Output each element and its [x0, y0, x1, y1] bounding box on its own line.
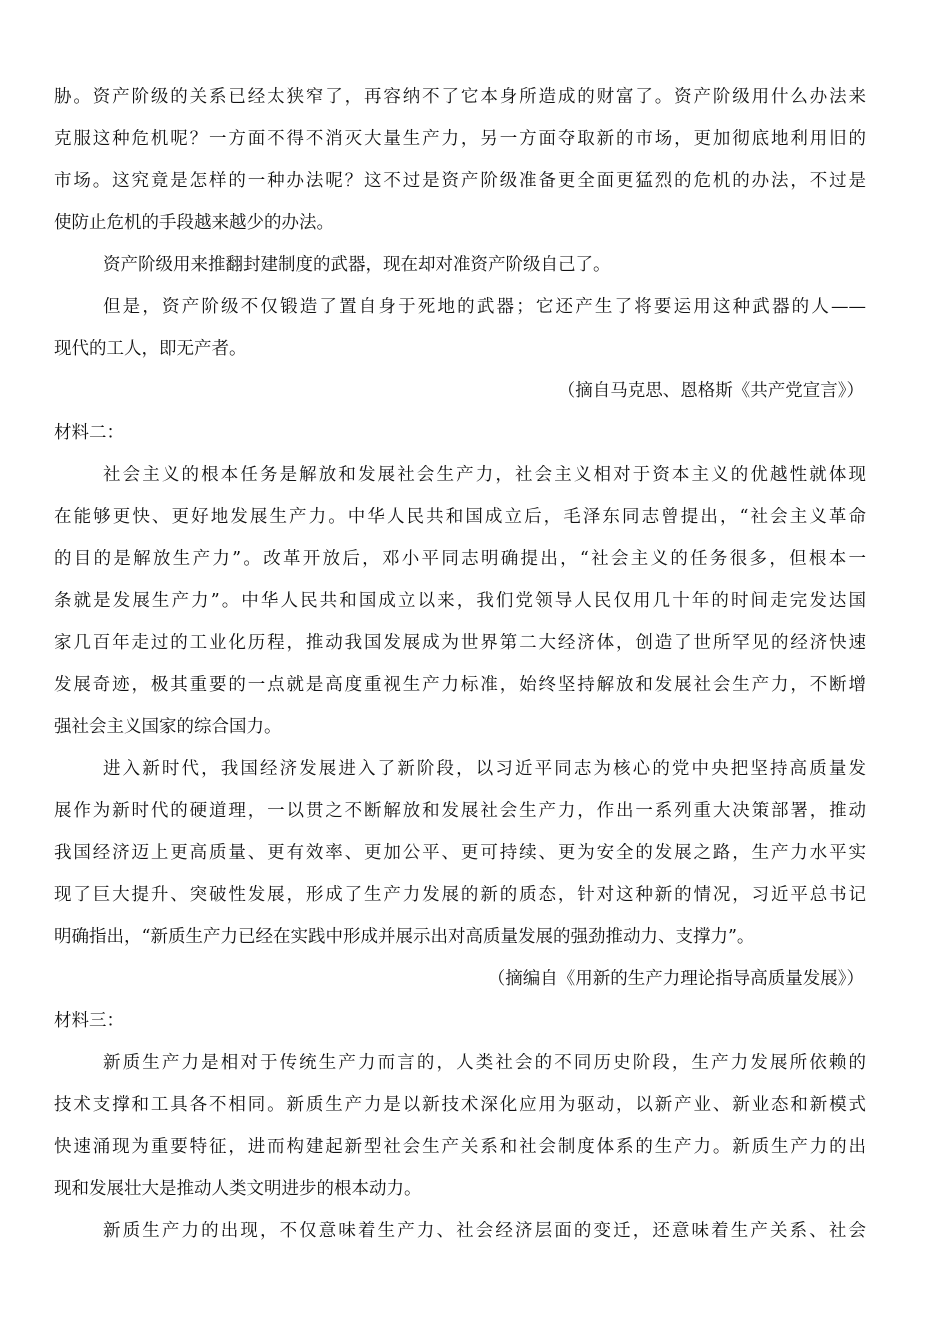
paragraph-start-line: 进入新时代，我国经济发展进入了新阶段，以习近平同志为核心的党中央把坚持高质量发: [103, 759, 866, 779]
text-line: 展作为新时代的硬道理，一以贯之不断解放和发展社会生产力，作出一系列重大决策部署，推动: [54, 801, 866, 821]
text-line: 胁。资产阶级的关系已经太狭窄了，再容纳不了它本身所造成的财富了。资产阶级用什么办法来: [54, 87, 866, 107]
text-line: 现代的工人，即无产者。: [54, 339, 247, 359]
text-line: 现和发展壮大是推动人类文明进步的根本动力。: [54, 1179, 422, 1199]
text-line: 明确指出，“新质生产力已经在实践中形成并展示出对高质量发展的强劲推动力、支撑力”。: [54, 927, 755, 947]
text-line: 市场。这究竟是怎样的一种办法呢？这不过是资产阶级准备更全面更猛烈的危机的办法，不过是: [54, 171, 866, 191]
text-line: 家几百年走过的工业化历程，推动我国发展成为世界第二大经济体，创造了世所罕见的经济快速: [54, 633, 866, 653]
text-line: 我国经济迈上更高质量、更有效率、更加公平、更可持续、更为安全的发展之路，生产力水平实: [54, 843, 866, 863]
material-heading: 材料二：: [54, 423, 124, 443]
paragraph-start-line: 社会主义的根本任务是解放和发展社会生产力，社会主义相对于资本主义的优越性就体现: [103, 465, 866, 485]
paragraph-start-line: 新质生产力是相对于传统生产力而言的，人类社会的不同历史阶段，生产力发展所依赖的: [103, 1053, 866, 1073]
text-line: 技术支撑和工具各不相同。新质生产力是以新技术深化应用为驱动，以新产业、新业态和新模式: [54, 1095, 866, 1115]
paragraph-start-line: 新质生产力的出现，不仅意味着生产力、社会经济层面的变迁，还意味着生产关系、社会: [103, 1221, 866, 1241]
text-line: 强社会主义国家的综合国力。: [54, 717, 282, 737]
paragraph-start-line: 但是，资产阶级不仅锻造了置自身于死地的武器；它还产生了将要运用这种武器的人——: [103, 297, 866, 317]
text-line: 发展奇迹，极其重要的一点就是高度重视生产力标准，始终坚持解放和发展社会生产力，不断增: [54, 675, 866, 695]
text-line: 使防止危机的手段越来越少的办法。: [54, 213, 334, 233]
text-line: 条就是发展生产力”。中华人民共和国成立以来，我们党领导人民仅用几十年的时间走完发达国: [54, 591, 866, 611]
source-citation: （摘编自《用新的生产力理论指导高质量发展》）: [487, 969, 864, 989]
paragraph-start-line: 资产阶级用来推翻封建制度的武器，现在却对准资产阶级自己了。: [103, 255, 611, 275]
text-line: 的目的是解放生产力”。改革开放后，邓小平同志明确提出，“社会主义的任务很多，但根本一: [54, 549, 866, 569]
source-citation: （摘自马克思、恩格斯《共产党宣言》）: [557, 381, 864, 401]
text-line: 在能够更快、更好地发展生产力。中华人民共和国成立后，毛泽东同志曾提出，“社会主义革命: [54, 507, 866, 527]
text-line: 现了巨大提升、突破性发展，形成了生产力发展的新的质态，针对这种新的情况，习近平总书记: [54, 885, 866, 905]
text-line: 快速涌现为重要特征，进而构建起新型社会生产关系和社会制度体系的生产力。新质生产力的出: [54, 1137, 866, 1157]
material-heading: 材料三：: [54, 1011, 124, 1031]
text-line: 克服这种危机呢？一方面不得不消灭大量生产力，另一方面夺取新的市场，更加彻底地利用旧的: [54, 129, 866, 149]
